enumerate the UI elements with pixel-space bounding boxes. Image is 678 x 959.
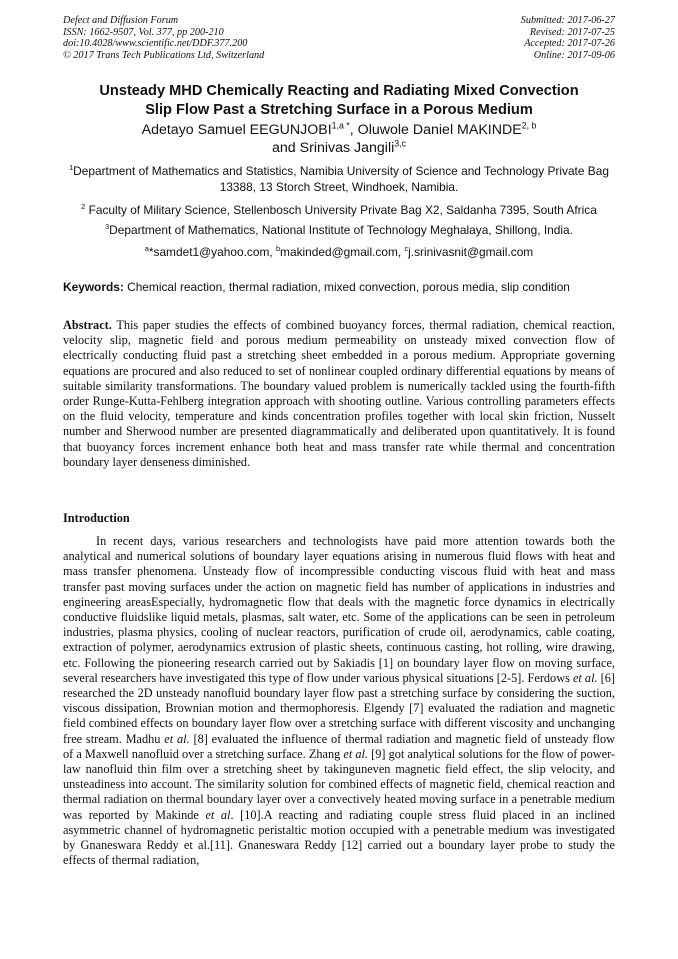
author-2-marker: 2, b bbox=[521, 120, 537, 131]
title-line-1: Unsteady MHD Chemically Reacting and Radiating Mixed Convection bbox=[99, 83, 579, 99]
journal-issn: ISSN: 1662-9507, Vol. 377, pp 200-210 bbox=[63, 26, 224, 38]
email-2[interactable]: makinded@gmail.com, bbox=[280, 245, 405, 259]
introduction-heading: Introduction bbox=[63, 511, 130, 525]
intro-text-4: [9] got analytical solutions for the flow of power-law nanofluid thin film over a stretching sheet by takinguneven magnetic field effect, the slip velocity, and unsteadiness into account. The similarity solution for combined effects of magnetic field, chemical reaction and thermal radiation on thermal boundary layer over a convectively heated moving surface in a penetrable medium was reported by Makinde bbox=[63, 746, 616, 822]
author-2: Oluwole Daniel MAKINDE bbox=[357, 122, 522, 138]
affiliation-2 bbox=[56, 203, 622, 219]
author-and: and bbox=[272, 140, 300, 156]
date-revised: Revised: 2017-07-25 bbox=[529, 26, 615, 38]
author-3: Srinivas Jangili bbox=[299, 140, 395, 156]
intro-text-1: In recent days, various researchers and technologists have paid more attention towards both the analytical and numerical solutions of boundary layer equations arising in numerous fluid flows with heat and mass transfer phenomena. Unsteady flow of incompressible conducting viscous fluid with heat and mass transfer past moving surfaces under the action on magnetic field has number of applications in industries and engineering areasEspecially, hydromagnetic flow that deals with the magnetic force dynamics in electrically conductive fluidslike liquid metals, plasmas, salt water, etc. Some of the applications can be seen in petroleum industries, plasma physics, cooling of nuclear reactors, purification of crude oil, aerodynamics, cable coating, extraction of polymer, aerodynamics extrusion of plastic sheets, continuous casting, hot rolling, wire drawing, etc. Following the pioneering research carried out by Sakiadis [1] on boundary layer flow on moving surface, several researchers have investigated this type of flow under various physical situations [2-5]. Ferdows bbox=[63, 534, 615, 685]
date-online: Online: 2017-09-06 bbox=[533, 49, 615, 61]
date-accepted: Accepted: 2017-07-26 bbox=[524, 38, 615, 50]
author-separator: , bbox=[349, 122, 358, 138]
author-line-1 bbox=[40, 121, 638, 139]
abstract bbox=[63, 318, 615, 470]
abstract-text: This paper studies the effects of combined buoyancy forces, thermal radiation, chemical reaction, velocity slip, magnetic field and porous medium permeability on unsteady mixed convection flow of electrically conducting fluid past a stretching sheet embedded in a porous medium. Appropriate governing equations are procured and also reduced to set of nonlinear coupled ordinary differential equations by means of suitable similarity transformations. The boundary valued problem is numerically tackled using the fourth-fifth order Runge-Kutta-Fehlberg integration approach with shooting outline. Various controlling parameters effects on the fluid velocity, temperature and kinds concentration profiles together with local skin friction, Nusselt number and Sherwood number are presented diagrammatically and deliberated upon quantitatively. It is found that buoyancy forces increment enhance both heat and mass transfer rate while thermal and concentration boundary layer denseness diminished. bbox=[63, 318, 615, 469]
keywords-text: Chemical reaction, thermal radiation, mixed convection, porous media, slip condition bbox=[123, 280, 570, 294]
author-list bbox=[40, 121, 638, 157]
intro-et-al-1: et al. bbox=[572, 670, 598, 685]
author-emails bbox=[56, 245, 622, 260]
email-1[interactable]: *samdet1@yahoo.com, bbox=[148, 245, 276, 259]
paper-title bbox=[40, 82, 638, 120]
introduction-paragraph bbox=[63, 534, 615, 868]
author-line-2 bbox=[40, 139, 638, 157]
author-1: Adetayo Samuel EEGUNJOBI bbox=[141, 122, 332, 138]
intro-text-5: . [10].A reacting and radiating couple stress fluid placed in an inclined asymmetric channel of hydromagnetic peristaltic motion occupied with a penetrable medium was investigated by Gnaneswara Reddy et al.[11]. Gnaneswara Reddy [12] carried out a boundary layer probe to study the effects of thermal radiation, bbox=[63, 807, 615, 868]
journal-info bbox=[63, 15, 264, 61]
abstract-label: Abstract. bbox=[63, 318, 112, 332]
email-2-marker: b bbox=[275, 244, 281, 254]
intro-et-al-3: et al. bbox=[343, 746, 368, 761]
title-line-2: Slip Flow Past a Stretching Surface in a Porous Medium bbox=[145, 102, 533, 118]
affiliation-1 bbox=[56, 164, 622, 195]
affiliation-1-text: Department of Mathematics and Statistics, Namibia University of Science and Technology Private Bag 13388, 13 Storch Street, Windhoek, Namibia. bbox=[73, 164, 609, 194]
keywords-label: Keywords: bbox=[63, 280, 124, 294]
journal-copyright: © 2017 Trans Tech Publications Ltd, Switzerland bbox=[63, 49, 265, 61]
email-1-marker: a bbox=[144, 244, 149, 254]
journal-name: Defect and Diffusion Forum bbox=[63, 15, 179, 26]
intro-et-al-4: et al bbox=[205, 807, 231, 822]
email-3[interactable]: j.srinivasnit@gmail.com bbox=[408, 245, 534, 259]
affiliation-3 bbox=[56, 223, 622, 239]
intro-text-2: [6] researched the 2D unsteady nanofluid boundary layer flow past a stretching surface by considering the suction, viscous dissipation, Brownian motion and thermophoresis. Elgendy [7] evaluated the radiation and magnetic field combined effects on boundary layer flow over a stretching surface with different viscosity and unchanging free stream. Madhu bbox=[63, 670, 615, 746]
affiliation-2-text: Faculty of Military Science, Stellenbosch University Private Bag X2, Saldanha 7395, South Africa bbox=[85, 203, 597, 217]
affiliation-3-text: Department of Mathematics, National Institute of Technology Meghalaya, Shillong, India. bbox=[109, 223, 573, 237]
affiliation-2-marker: 2 bbox=[81, 202, 86, 212]
affiliation-3-marker: 3 bbox=[105, 222, 110, 232]
author-1-marker: 1,a * bbox=[331, 120, 350, 131]
intro-et-al-2: et al. bbox=[164, 731, 190, 746]
date-submitted: Submitted: 2017-06-27 bbox=[520, 15, 615, 26]
keywords bbox=[63, 280, 615, 295]
email-3-marker: c bbox=[404, 244, 409, 254]
author-3-marker: 3,c bbox=[394, 138, 406, 149]
journal-doi: doi:10.4028/www.scientific.net/DDF.377.200 bbox=[63, 38, 248, 50]
affiliation-1-marker: 1 bbox=[69, 163, 74, 173]
intro-text-3: [8] evaluated the influence of thermal radiation and magnetic field of unsteady flow of a Maxwell nanofluid over a stretching surface. Zhang bbox=[63, 731, 615, 761]
publication-dates bbox=[521, 15, 615, 61]
